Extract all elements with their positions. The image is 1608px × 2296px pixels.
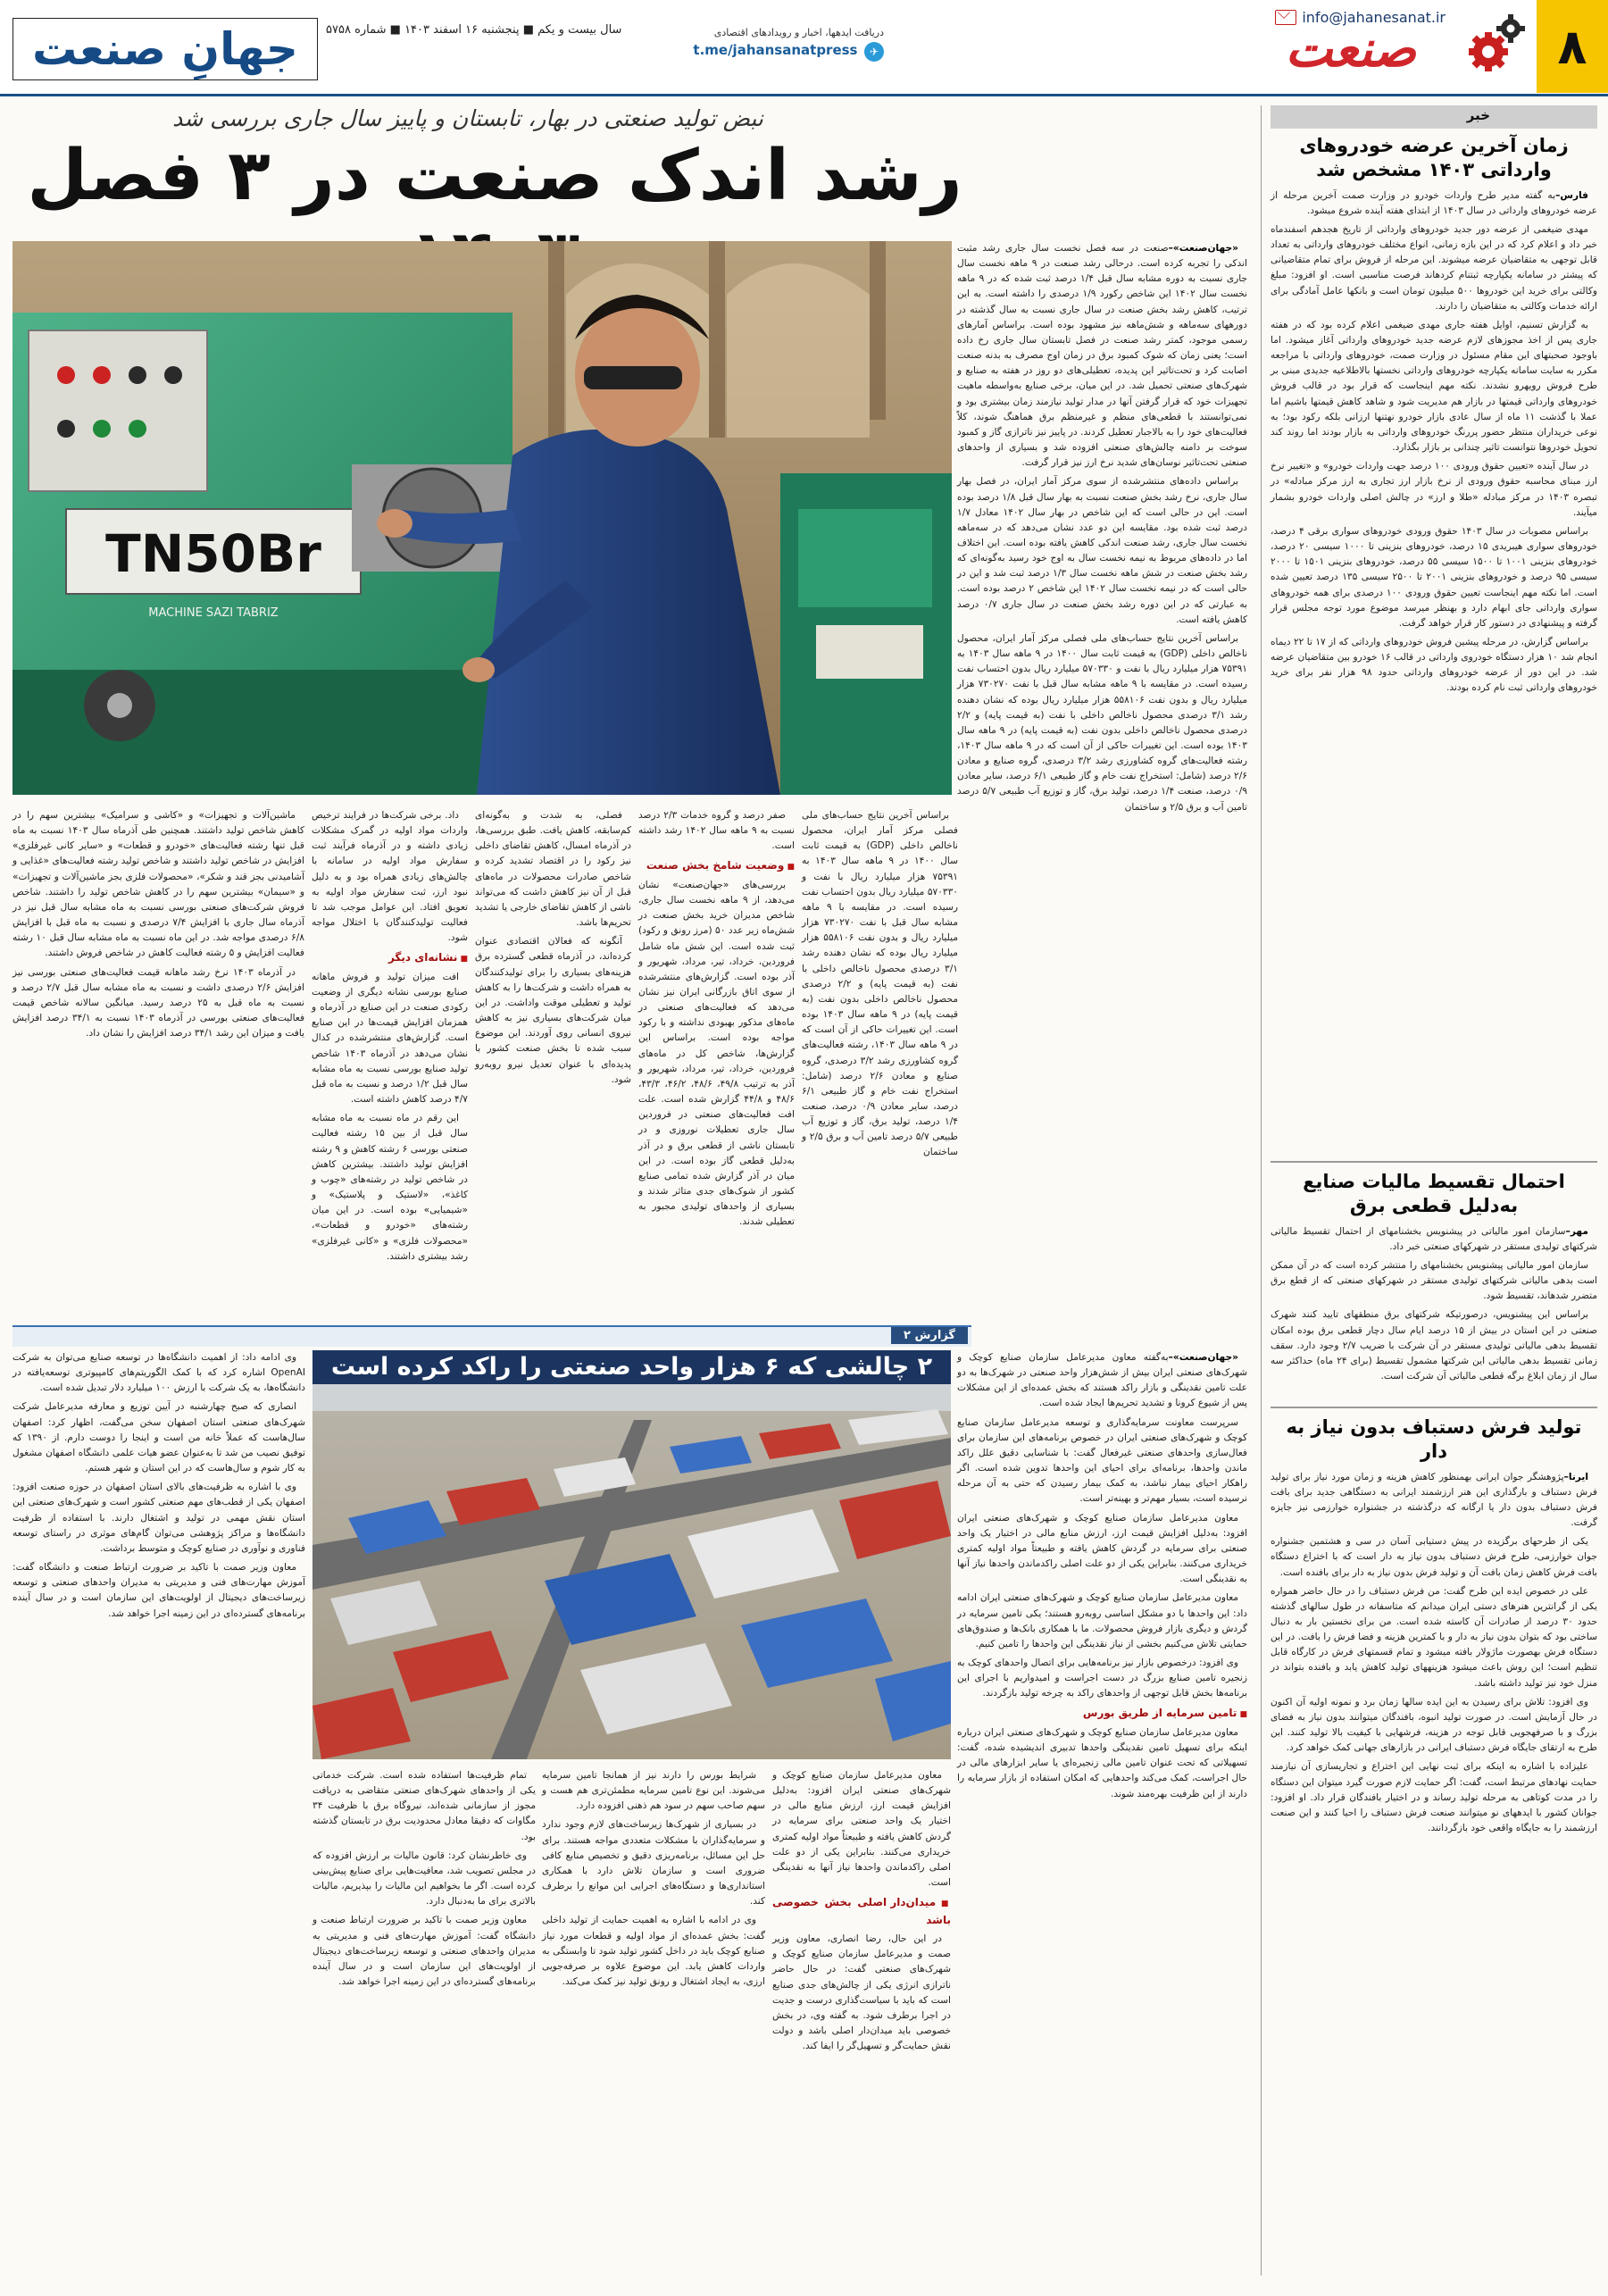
report-banner	[12, 1325, 971, 1347]
story-column: براساس آخرین نتایج حساب‌های ملی فصلی مرکز آمار ایران، محصول ناخالص داخلی (GDP) به قیمت ثابت سال ۱۴۰۰ در ۹ ماهه سال ۱۴۰۳ به ۷۵۳۹۱ هزار میلیارد ریال با نفت و ۵۷۰۳۳۰ میلیارد ریال بدون احتساب نفت رسیده است. در مقایسه با ۹ ماهه مشابه سال قبل با نفت ۷۳۰۲۷۰ هزار میلیارد ریال و بدون نفت ۵۵۸۱۰۶ هزار میلیارد ریال بوده که نشان دهنده رشد ۳/۱ درصدی محصول ناخالص داخلی با نفت (به قیمت پایه) و ۲/۲ درصدی محصول ناخالص داخلی بدون نفت (به قیمت پایه) در ۹ ماهه سال ۱۴۰۳ بوده است. این تغییرات حاکی از آن است که در ۹ ماهه سال ۱۴۰۳، رشته فعالیت‌های گروه کشاورزی رشد ۳/۲ درصدی، گروه صنایع و معادن ۲/۶ درصد (شامل: استخراج نفت خام و گاز طبیعی ۶/۱ درصد، سایر معادن ۰/۹ درصد، صنعت ۱/۴ درصد، تولید برق، گاز و توزیع آب طبیعی ۵/۷ درصد تامین آب و برق ۲/۵ و ساختمان	[802, 810, 959, 1158]
telegram-promo[interactable]	[661, 27, 884, 82]
machine-model-label: TN50Br	[105, 523, 321, 584]
story-headline: رشد اندک صنعت در ۳ فصل	[27, 136, 962, 216]
news-section-tab	[1271, 105, 1597, 129]
machine-maker-plate: MACHINE SAZI TABRIZ	[148, 606, 279, 620]
subheading-private-sector: ■ میدان‌دار اصلی بخش خصوصی باشد	[772, 1894, 951, 1929]
lathe-worker-photo	[12, 241, 952, 795]
column-divider	[1261, 105, 1262, 2275]
story-column: صفر درصد و گروه خدمات ۲/۳ درصد نسبت به ۹ ماهه سال ۱۴۰۲ رشد داشته است. ■ وضعیت شامخ بخش صنعت بررسی‌های «جهان‌صنعت» نشان می‌دهد، از ۹ ماهه نخست سال جاری، شاخص مدیران خرید بخش صنعت در شش‌ماه زیر عدد ۵۰ (مرز رونق و رکود) ثبت شده است. این شش ماه شامل فروردین، خرداد، تیر، مرداد، شهریور و آذر بوده است. گزارش‌های منتشرشده از سوی اتاق بازرگانی ایران نیز نشان می‌دهد که فعالیت‌های صنعتی در ماه‌های مذکور بهبودی نداشته و با رکود مواجه بوده است. براساس این گزارش‌ها، شاخص کل در ماه‌های فروردین، خرداد، تیر، مرداد، شهریور و آذر به ترتیب ۴۹/۸، ۴۸/۶، ۴۶/۲، ۴۳/۳، ۴۸/۶ و ۴۴/۸ گزارش شده است. علت افت فعالیت‌های صنعتی در فروردین سال جاری تعطیلات نوروزی و در تابستان ناشی از قطعی برق و در آذر به‌دلیل قطعی گاز بوده است. در این میان در آذر گزارش شده تمامی صنایع کشور از شوک‌های جدی متاثر شدند و بسیاری از واحدهای تولیدی مجبور به تعطیلی شدند.	[638, 808, 795, 1317]
report-column: تمام ظرفیت‌ها استفاده شده است. شرکت خدماتی یکی از واحدهای شهرک‌های صنعتی متقاضی به دریافت مجوز از سازمانی شده‌اند، نیروگاه برق با ظرفیت ۳۴ مگاوات که دقیقا معادل محدودیت برق در تابستان گذشته بود. وی خاطرنشان کرد: قانون مالیات بر ارزش افزوده که در مجلس تصویب شد، معافیت‌هایی برای صنایع پیش‌بینی کرده است. اگر ما بخواهیم این مالیات را بپذیریم، مالیات بالاتری برای ما به‌دنبال دارد. معاون وزیر صمت با تاکید بر ضرورت ارتباط صنعت و دانشگاه گفت: آموزش مهارت‌های فنی و مدیریتی به مدیران واحدهای صنعتی و توسعه زیرساخت‌های دیجیتال از اولویت‌های این سازمان است و در سال آینده برنامه‌های گسترده‌ای در این زمینه اجرا خواهد شد.	[312, 1770, 536, 1988]
story-column: ماشین‌آلات و تجهیزات» و «کاشی و سرامیک» بیشترین سهم را در کاهش شاخص تولید داشتند. همچنین طی آذرماه سال ۱۴۰۳ نسبت به ماه قبل تنها رشته فعالیت‌های «خودرو و قطعات» و «سایر کانی غیرفلزی» افزایش در شاخص تولید داشتند و شاخص تولید رشته فعالیت‌های «غذایی و آشامیدنی بجز قند و شکر»، «محصولات فلزی بجز ماشین‌آلات و تجهیزات» و «سیمان» بیشترین سهم را در کاهش شاخص تولید را داشتند. شاخص فروش شرکت‌های صنعتی بورسی نسبت به ماه مشابه سال قبل نیز در آذرماه سال جاری با افزایش ۷/۴ درصدی و نسبت به ماه قبل با افزایش ۶/۸ درصدی مواجه شد. در این ماه نسبت به ماه مشابه سال قبل ۱۰ رشته فعالیت افزایش و ۵ رشته فعالیت کاهش در شاخص فروش داشتند. در آذرماه ۱۴۰۳ نرخ رشد ماهانه قیمت فعالیت‌های صنعتی بورسی نیز افزایش ۲/۶ درصدی داشت و نسبت به ماه مشابه سال قبل ۲/۷ درصد و نسبت به ماه قبل به ۲۵ درصد رسید. میانگین سالانه شاخص قیمت فعالیت‌های صنعتی بورسی در آذرماه ۱۴۰۳ نسبت به ۳۴/۱ درصد افزایش یافت و میزان این رشد ۳۴/۱ درصد افزایش را نشان داد.	[12, 810, 305, 1039]
subheading-signs: ■ نشانه‌ای دیگر	[312, 949, 468, 966]
news-tab-label: خبر	[1466, 107, 1490, 123]
news-body: مهر–سازمان امور مالیاتی در پیشنویس بخشنامهای از احتمال تقسیط مالیاتی شرکتهای تولیدی مستقر در شهرکهای صنعتی خبر داد. سازمان امور مالیاتی پیشنویس بخشنامهای را منتشر کرده است که در آن ممکن است بدهی مالیاتی شرکتهای تولیدی مستقر در شهرکهای صنعتی که از قطع برق متضرر شدهاند، تقسیط شود. براساس این پیشنویس، درصورتیکه شرکتهای برق منطقهای تایید کنند شهرک صنعتی در این استان در بیش از ۱۵ درصد ایام سال دچار قطعی برق بوده امکان تقسیط بدهی مالیاتی تولیدی مستقر در آن شرکت با ضریب ۲/۷ وجود دارد. سقف زمانی تقسیط بدهی مالیاتی این شرکتها مشمول تقسیط (برای ۲۴ ماه) حداکثر سه سال از زمان ابلاغ برگه قطعی مالیاتی آن شرکت است.	[1271, 1225, 1597, 1382]
story-column: «جهان‌صنعت»–صنعت در سه فصل نخست سال جاری رشد مثبت اندکی را تجربه کرده است. درحالی رشد صنعت در ۹ ماهه نخست سال جاری نسبت به دوره مشابه سال قبل ۱/۴ درصد ثبت شده که در ۹ ماهه نخست سال ۱۴۰۲ این شاخص رکورد ۱/۹ درصدی را داشته است. به این ترتیب، کاهش رشد بخش صنعت در سال جاری نسبت به سال گذشته در دورههای سه‌ماهه و شش‌ماهه نیز مشهود بوده است. براساس آمارهای رسمی موجود، کمتر رشد صنعت در فصل تابستان سال جاری رخ داده است؛ یعنی زمان که شوک کمبود برق در زمان اوج مصرف به بدنه صنعت اصابت کرد و تحت‌تاثیر این پدیده، تعطیلی‌های دو روز در هفته به صنایع و شهرک‌های صنعتی تحمیل شد. در این میان، برخی صنایع به‌واسطه ماهیت تجهیزات خود که قرار گرفتن آنها در مدار تولید نیازمند زمان بیشتری بود و نمی‌توانستند با قطعی‌های منظم و غیرمنظم برق هماهنگ شوند، کلاً فعالیت‌های خود را به بالاجبار تعطیل کردند. در پاییز نیز ناترازی گاز و کمبود سوخت بر دامنه چالش‌های صنعتی افزوده شد و بسیاری از واحدهای صنعتی تحت‌تاثیر نوسان‌های شدید نرخ ارز نیز قرار گرفت. براساس داده‌های منتشرشده از سوی مرکز آمار ایران، در فصل بهار سال جاری، نرخ رشد بخش صنعت نسبت به بهار سال قبل ۱/۸ درصد بوده است. این در حالی است که این شاخص در بهار سال ۱۴۰۲ معادل ۱/۷ درصد ثبت شده بود. مقایسه این دو عدد نشان می‌دهد که در سه‌ماهه نخست سال جاری، رشد صنعت اندکی کاهش یافته بوده است. این اختلاف اما در داده‌های مربوط به نیمه نخست سال به اوج خود رسید به‌گونه‌ای که رشد بخش صنعت در شش ماهه نخست سال ۱/۳ درصد ثبت شد و این در حالی است که در نیمه نخست سال ۱۴۰۲ این شاخص ۲ درصد بوده است. به عبارتی که در این دوره رشد بخش صنعت در سال جاری ۰/۷ درصد کاهش یافته است. براساس آخرین نتایج حساب‌های ملی فصلی مرکز آمار ایران، محصول ناخالص داخلی (GDP) به قیمت ثابت سال ۱۴۰۰ در ۹ ماهه سال ۱۴۰۳ به ۷۵۳۹۱ هزار میلیارد ریال با نفت و ۵۷۰۳۳۰ میلیارد ریال بدون احتساب نفت رسیده است. در مقایسه با ۹ ماهه مشابه سال قبل با نفت ۷۳۰۲۷۰ هزار میلیارد ریال و بدون نفت ۵۵۸۱۰۶ هزار میلیارد ریال بوده که نشان دهنده رشد ۳/۱ درصدی محصول ناخالص داخلی با نفت (به قیمت پایه) و ۲/۲ درصدی محصول ناخالص داخلی بدون نفت (به قیمت پایه) در ۹ ماهه سال ۱۴۰۳ بوده است. این تغییرات حاکی از آن است که در ۹ ماهه سال ۱۴۰۳، رشته فعالیت‌های گروه کشاورزی رشد ۳/۲ درصدی، گروه صنایع و معادن ۲/۶ درصد (شامل: استخراج نفت خام و گاز طبیعی ۶/۱ درصد، سایر معادن ۰/۹ درصد، صنعت ۱/۴ درصد، تولید برق، گاز و توزیع آب طبیعی ۵/۷ درصد تامین آب و برق ۲/۵ و ساختمان	[957, 243, 1248, 813]
report-column: شرایط بورس را دارند نیز از همانجا تامین سرمایه می‌شوند. این نوع تامین سرمایه مطمئن‌تری هم هست و سهم صاحب سهم در سود هم ذهنی افزوده دارد. در بسیاری از شهرک‌ها زیرساخت‌های لازم وجود ندارد و سرمایه‌گذاران با مشکلات متعددی مواجه هستند. برای حل این مسائل، برنامه‌ریزی دقیق و تخصیص منابع کافی ضروری است و سازمان تلاش دارد با همکاری استانداری‌ها و دستگاه‌های اجرایی این موانع را برطرف کند. وی در ادامه با اشاره به اهمیت حمایت از تولید داخلی گفت: بخش عمده‌ای از مواد اولیه و قطعات مورد نیاز صنایع کوچک باید در داخل کشور تولید شود تا وابستگی به واردات کاهش یابد. این موضوع علاوه بر صرفه‌جویی ارزی، به ایجاد اشتغال و رونق تولید نیز کمک می‌کند.	[542, 1770, 765, 1988]
story-column: داد. برخی شرکت‌ها در فرایند ترخیص واردات مواد اولیه در گمرک مشکلات زیادی داشته و در آذرماه فرآیند ثبت سفارش مواد اولیه در سامانه با چالش‌های زیادی همراه بود و به دلیل نبود ارز، ثبت سفارش مواد اولیه به تعویق افتاد. این عوامل موجب شد تا فعالیت تولیدکنندگان با اختلال مواجه شود. ■ نشانه‌ای دیگر افت میزان تولید و فروش ماهانه صنایع بورسی نشانه دیگری از وضعیت رکودی صنعت در این صنایع در آذرماه و همزمان افزایش قیمت‌ها در این صنایع است. گزارش‌های منتشرشده در کدال نشان می‌دهد در آذرماه ۱۴۰۳ شاخص تولید صنایع بورسی نسبت به ماه مشابه سال قبل ۱/۲ درصد و نسبت به ماه قبل ۴/۷ درصد کاهش داشته است. این رقم در ماه نسبت به ماه مشابه سال قبل از بین ۱۵ رشته فعالیت صنعتی بورسی ۶ رشته کاهش و ۹ رشته افزایش تولید داشتند. بیشترین کاهش در شاخص تولید در رشته‌های «چوب و کاغذ»، «لاستیک و پلاستیک» و «شیمیایی» بوده است. در این میان رشته‌های «خودرو و قطعات»، «محصولات فلزی» و «کانی غیرفلزی» رشد بیشتری داشتند.	[312, 808, 468, 1317]
story-kicker: نبض تولید صنعتی در بهار، تابستان و پاییز سال جاری بررسی شد	[172, 105, 763, 131]
telegram-link[interactable]: t.me/jahansanatpress	[693, 42, 858, 58]
divider	[1271, 1161, 1597, 1163]
report-column: وی ادامه داد: از اهمیت دانشگاه‌ها در توسعه صنایع می‌توان به شرکت OpenAI اشاره کرد که با کمک الگوریتم‌های کامپیوتری توسعه‌یافته در دانشگاه‌ها، به یک شرکت با ارزش ۱۰۰ میلیارد دلار تبدیل شده است. انصاری که صبح چهارشنبه در آیین توزیع و معارفه مدیرعامل شرکت شهرک‌های صنعتی استان اصفهان سخن می‌گفت، اظهار کرد: اصفهان سال‌هاست که عملاً خانه من است و اینجا را دوست دارم. از ۱۳۹۰ که توفیق نصیب من شد تا به‌عنوان عضو هیات علمی دانشگاه اصفهان مشغول به کار شوم و سال‌هاست که در این استان و شهر هستم. وی با اشاره به ظرفیت‌های بالای استان اصفهان در حوزه صنعت افزود: اصفهان یکی از قطب‌های مهم صنعتی کشور است و شهرک‌های صنعتی این استان نقش مهمی در تولید و اشتغال دارند. با استفاده از ظرفیت دانشگاه‌ها و مراکز پژوهشی می‌توان گام‌های موثری در راستای توسعه فناوری و نوآوری در صنایع کوچک و متوسط برداشت. معاون وزیر صمت با تاکید بر ضرورت ارتباط صنعت و دانشگاه گفت: آموزش مهارت‌های فنی و مدیریتی به مدیران واحدهای صنعتی و توسعه زیرساخت‌های دیجیتال از اولویت‌های این سازمان است و در سال آینده برنامه‌های گسترده‌ای در این زمینه اجرا خواهد شد.	[12, 1352, 305, 1619]
divider	[1271, 1407, 1597, 1408]
page-header	[0, 0, 1608, 96]
issue-info: سال بیست و یکم ■ پنجشنبه ۱۶ اسفند ۱۴۰۳ ■ شماره ۵۷۵۸	[326, 23, 622, 37]
news-item-handmade-carpet	[1271, 1415, 1597, 2277]
story-column: فصلی، به شدت و به‌گونه‌ای کم‌سابقه، کاهش یافت. طبق بررسی‌ها، در آذرماه امسال، کاهش تقاضای داخلی نیز رکود را در اقتصاد تشدید کرده و شاخص صادرات محصولات در ماه‌های قبل از آن نیز کاهش داشت که می‌تواند ناشی از کاهش تقاضای خارجی یا تشدید تحریم‌ها باشد. آنگونه که فعالان اقتصادی عنوان کرده‌اند، در آذرماه قطعی گسترده برق هزینه‌های بسیاری را برای تولیدکنندگان به همراه داشت و شرکت‌ها را به کاهش تولید و تعطیلی موقت واداشت. در این میان شرکت‌های بسیاری نیز به کاهش نیروی انسانی روی آوردند. این موضوع سبب شده تا بخش صنعت کشور با پدیده‌ای با عنوان تعدیل نیرو رو‌به‌رو شود.	[475, 810, 631, 1085]
telegram-icon: ✈	[864, 42, 884, 62]
newspaper-masthead: جهانِ صنعت	[12, 18, 318, 80]
telegram-caption: دریافت ایدهها، اخبار و رویدادهای اقتصادی	[713, 27, 884, 38]
gear-icon	[1463, 13, 1528, 77]
subheading-status: ■ وضعیت شامخ بخش صنعت	[638, 857, 795, 874]
news-title: احتمال تقسیط مالیات صنایع به‌دلیل قطعی برق	[1303, 1171, 1565, 1217]
page-number: ۸	[1537, 0, 1608, 93]
report-title: ۲ چالشی که ۶ هزار واحد صنعتی را راکد کرده است	[312, 1350, 951, 1384]
news-title: زمان آخرین عرضه خودروهای وارداتی ۱۴۰۳ مشخص شد	[1299, 135, 1569, 181]
email-text: info@jahanesanat.ir	[1302, 9, 1446, 26]
subheading-capital: ■ تامین سرمایه از طریق بورس	[957, 1705, 1247, 1722]
report-column: معاون مدیرعامل سازمان صنایع کوچک و شهرک‌های صنعتی ایران افزود: به‌دلیل افزایش قیمت ارز، ارزش منابع مالی در اختیار یک واحد صنعتی برای سرمایه در گردش کاهش یافته و طبیعتاً مواد اولیه کمتری خریداری می‌کنند. بنابراین یکی از دو علت اصلی راکدماندن واحدها نیاز آنها به نقدینگی است. ■ میدان‌دار اصلی بخش خصوصی باشد در این حال، رضا انصاری، معاون وزیر صمت و مدیرعامل سازمان صنایع کوچک و شهرک‌های صنعتی گفت: در حال حاضر ناترازی انرژی یکی از چالش‌های جدی صنایع است که باید با سیاست‌گذاری درست و جدیت در اجرا برطرف شود. به گفته وی، در بخش خصوصی باید میدان‌دار اصلی باشد و دولت نقش حمایت‌گر و تسهیل‌گر را ایفا کند.	[772, 1768, 951, 2273]
section-logo: صنعت	[1285, 20, 1416, 79]
news-title: تولید فرش دستباف بدون نیاز به دار	[1286, 1416, 1582, 1463]
report-tag: گزارش ۲	[891, 1327, 968, 1344]
report-column: «جهان‌صنعت»–به‌گفته معاون مدیرعامل سازمان صنایع کوچک و شهرک‌های صنعتی ایران بیش از شش‌هزار واحد صنعتی در شهرک‌ها به دو علت تامین نقدینگی و بازار راکد هستند که بخش عمده‌ای از این مشکلات پس از شیوع کرونا و تشدید تحریم‌ها ایجاد شده است. سرپرست معاونت سرمایه‌گذاری و توسعه مدیرعامل سازمان صنایع کوچک و شهرک‌های صنعتی ایران در خصوص برنامه‌های این سازمان برای فعال‌سازی واحدهای صنعتی غیرفعال گفت: با شناسایی دقیق علل راکد ماندن واحدها، برنامه‌ای برای احیای این واحدها تدوین شده است. اگر راهکار احیای بیمار نباشد، به کمک بیمار رسیدن که حتی به آن مرحله نرسیده است، بسیار مهم‌تر و بهینه‌تر است. معاون مدیرعامل سازمان صنایع کوچک و شهرک‌های صنعتی ایران افزود: به‌دلیل افزایش قیمت ارز، ارزش منابع مالی در اختیار یک واحد صنعتی برای سرمایه در گردش کاهش یافته و طبیعتاً مواد اولیه کمتری خریداری می‌کنند. بنابراین یکی از دو علت اصلی راکدماندن واحدها نیاز آنها به نقدینگی است. معاون مدیرعامل سازمان صنایع کوچک و شهرک‌های صنعتی ایران ادامه داد: این واحدها با دو مشکل اساسی روبه‌رو هستند؛ یکی تامین سرمایه در گردش و دیگری بازار فروش محصولات. ما با همکاری بانک‌ها و صندوق‌های حمایتی تلاش می‌کنیم بخشی از نیاز نقدینگی این واحدها را تامین کنیم. وی افزود: درخصوص بازار نیز برنامه‌هایی برای اتصال واحدهای کوچک به زنجیره تامین صنایع بزرگ در دست اجراست و امیدواریم با اجرای این برنامه‌ها بخش قابل توجهی از واحدهای راکد به چرخه تولید بازگردند. ■ تامین سرمایه از طریق بورس معاون مدیرعامل سازمان صنایع کوچک و شهرک‌های صنعتی ایران درباره اینکه برای تسهیل تامین نقدینگی واحدها تدبیری اندیشیده شده، گفت: تسهیلاتی که تحت عنوان تامین مالی زنجیره‌ای یا سایر ابزارهای مالی در حال اجراست، کمک می‌کند واحدهایی که امکان استفاده از بازار سرمایه را دارند از این ظرفیت بهره‌مند شوند.	[957, 1350, 1247, 2275]
news-body: فارس–به گفته مدیر طرح واردات خودرو در وزارت صمت آخرین مرحله از عرضه خودروهای وارداتی در سال ۱۴۰۳ از ابتدای هفته آینده شروع میشود. مهدی ضیغمی از عرضه دور جدید خودروهای وارداتی از تاریخ هجدهم اسفندماه خبر داد و اعلام کرد که در این بازه زمانی، انواع مختلف خودروهای وارداتی به تعداد قابل توجهی به متقاضیان عرضه میشوند. این مرحله از فروش برای تمام متقاضیانی که پیشتر در سامانه یکپارچه ثبتنام کردهاند فرصت مناسبی است. او افزود: مبلغ وکالتی برای خرید این خودروها ۵۰۰ میلیون تومان است و بانکها عامل آمادگی برای ارائه خدمات وکالتی به متقاضیان را دارند. به گزارش تسنیم، اوایل هفته جاری مهدی ضیغمی اعلام کرده بود که در هفته جاری پس از اخذ مجوزهای لازم عرضه جدید خودروهای وارداتی آغاز میشود. اما باوجود صحبتهای این مقام مسئول در وزارت صمت، خودروهای وارداتی با مراجعه مکرر به سایت سامانه یکپارچه خودروهای وارداتی نخستها بالاطلاعیه جدیدی مبنی بر طرح فروش رویهرو نشدند. نکته مهم اینجاست که قرار بود در قالب فروش خودروهای وارداتی قیمتها در بازار هم مدیریت شود و شاهد کاهش قیمتها باشیم اما عملا با گذشت ۱۱ ماه از سال عادی بازار خودرو نهتنها ارزانی بلکه رکود بود؛ به نوعی خریداران منتظر حضور پررنگ خودروهای وارداتی به بازار بودند اما روند کند تحویل خودروها نتوانست تاثیر چندانی بر بازار بگذارد. در سال آینده «تعیین حقوق ورودی ۱۰۰ درصد جهت واردات خودرو» و «تغییر نرخ ارز مبنای محاسبه حقوق ورودی از نرخ بازار ارز تجاری به ارز مرکز مبادله» در تبصره ۱۴۰۳ در مرکز مبادله «طلا و ارز» در چالش اصلی واردات خودرو بشمار میآیند. براساس مصوبات در سال ۱۴۰۳ حقوق ورودی خودروهای سواری برقی ۴ درصد، خودروهای سواری هیبریدی ۱۵ درصد، خودروهای بنزینی تا ۱۰۰۰ سیسی ۲۰ درصد، خودروهای بنزینی ۱۰۰۱ تا ۱۵۰۰ سیسی ۵۵ درصد، خودروهای بنزینی ۱۵۰۱ تا ۲۰۰۰ سیسی ۹۵ درصد و خودروهای بنزینی ۲۰۰۱ تا ۲۵۰۰ سیسی ۱۳۵ درصد تعیین شده است. اما نکته مهم اینجاست تعیین حقوق ورودی ۱۰۰ درصدی برای همه خودروهای سواری وارداتی جای ابهام دارد و بهنظر میرسد موضوع مورد توجه مجلس قرار گرفته و پیشنهادی در دستور کار قرار خواهد گرفت. براساس گزارش، در مرحله پیشین فروش خودروهای وارداتی که از ۱۷ تا ۲۲ دیماه انجام شد ۱۰ هزار دستگاه خودروی وارداتی در قالب ۱۶ خودرو بین متقاضیان عرضه شد. در این دور از عرضه خودروهای وارداتی حدود ۹۸ هزار نفر برای خرید خودروهای وارداتی ثبت نام کرده بودند.	[1271, 189, 1598, 694]
industrial-park-aerial-photo	[312, 1384, 951, 1759]
news-item-car-imports	[1271, 134, 1597, 1228]
news-item-tax-installments	[1271, 1170, 1597, 1402]
news-body: ایرنا–پژوهشگر جوان ایرانی بهمنظور کاهش هزینه و زمان مورد نیاز برای تولید فرش دستباف و بارگذاری این هنر ارزشمند ایرانی به دستگاهی جدید برای بافت فرش دستباف بدون دار یا ارگانه که درگذشته در جشنواره خوارزمی نیز جایزه گرفت. یکی از طرحهای برگزیده در پیش دستیابی آسان در سی و هشتمین جشنواره جوان خوارزمی، طرح فرش دستباف بدون نیاز به دار است که با اختراع دستگاه بافت فرش کاهش زمان بافت آن و تولید فرش بدون نیاز به دار برای بافنده است. علی در خصوص ایده این طرح گفت: من فرش دستباف را در حال حاضر همواره یکی از گرانترین هنرهای دستی ایران میدانم که متاسفانه در طول سالهای گذشته حدود ۳۰ درصد از صادرات آن کاسته شده است. من برای نخستین بار به دنبال ساختی بود که بتوان بدون نیاز به دار و با کمترین هزینه و فضا فرش را بافت. در این دستگاه فرش بهصورت ماژولار بافته میشود و تمام قسمتهای فرش در کارگاه قابل تنظیم است؛ این روش باعث میشود هزینههای تولید کاهش یابد و بافنده بتواند در منزل خود نیز تولید داشته باشد. وی افزود: تلاش برای رسیدن به این ایده سالها زمان برد و نمونه اولیه آن اکنون در حال آزمایش است. در صورت تولید انبوه، بافندگان میتوانند بدون نیاز به فضای بزرگ و با صرفهجویی قابل توجه در هزینه، فرشهایی با کیفیت بالا تولید کنند. این طرح به ارتقای جایگاه فرش دستباف ایرانی در بازارهای جهانی کمک خواهد کرد. علیزاده با اشاره به اینکه برای ثبت نهایی این اختراع و تجاریسازی آن نیازمند حمایت نهادهای مرتبط است، گفت: اگر حمایت لازم صورت گیرد میتوان این دستگاه را در مدت کوتاهی به مرحله تولید رساند و در اختیار بافندگان قرار داد. او افزود: جوانان کشور با ایدههای نو میتوانند صنعت فرش دستباف را احیا کنند و این صنعت ارزشمند را به جایگاه واقعی خود بازگردانند.	[1271, 1471, 1597, 1834]
